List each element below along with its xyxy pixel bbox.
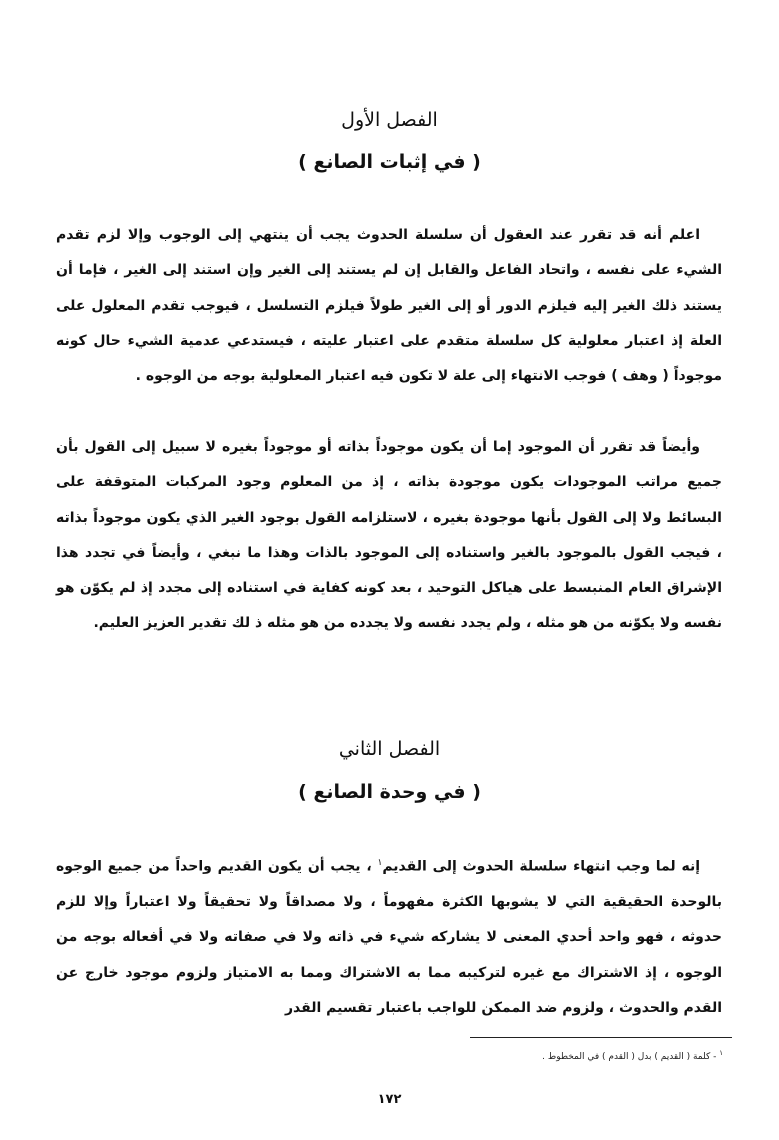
footnote-text: - كلمة ( القديم ) بدل ( القدم ) في المخطوط . (542, 1052, 720, 1062)
chapter-2-subtitle: ( في وحدة الصانع ) (298, 781, 481, 803)
chapter-1-paragraph-2 (56, 430, 722, 642)
chapter-2-paragraph-1-text-a: إنه لما وجب انتهاء سلسلة الحدوث إلى القديم (382, 858, 700, 875)
chapter-2-paragraph-1-text-b: ، يجب أن يكون القديم واحداً من جميع الوجوه بالوحدة الحقيقية التي لا يشوبها الكثرة مفهوماً ، ولا مصداقاً ولا تحقيقاً ولا اعتباراً وإلا للزم حدوثه ، فهو واحد أحدي المعنى لا يشاركه شيء في ذاته ولا في صفاته ولا في أفعاله بوجه من الوجوه ، إذ الاشتراك مع غيره لتركيبه مما به الاشتراك ومما به الامتياز ولزوم موجود خارج عن القدم والحدوث ، ولزوم ضد الممكن للواجب باعتبار تقسيم القدر (56, 858, 722, 1016)
footnote-reference-mark: ١ (377, 858, 383, 868)
chapter-1-paragraph-1 (56, 218, 722, 394)
chapter-2-paragraph-1 (56, 846, 722, 1026)
footnote (542, 1049, 723, 1062)
page-number: ١٧٢ (377, 1092, 402, 1107)
chapter-1-paragraph-1-text: اعلم أنه قد تقرر عند العقول أن سلسلة الحدوث يجب أن ينتهي إلى الوجوب وإلا لزم تقدم الشيء على نفسه ، واتحاد الفاعل والقابل إن لم يستند إلى الغير وإن استند إلى الغير ، فإما أن يستند ذلك الغير إليه فيلزم الدور أو إلى الغير طولاً فيلزم التسلسل ، فيوجب تقدم المعلول على العلة إذ اعتبار معلولية كل سلسلة متقدم على اعتبار عليته ، فيستدعي عدمية الشيء حال كونه موجوداً ( وهف ) فوجب الانتهاء إلى علة لا تكون فيه اعتبار المعلولية بوجه من الوجوه . (56, 227, 722, 385)
chapter-1-subtitle: ( في إثبات الصانع ) (298, 151, 481, 173)
footnote-mark: ١ (719, 1049, 723, 1057)
footnote-divider (470, 1037, 732, 1038)
chapter-1-title: الفصل الأول (341, 109, 438, 131)
chapter-1-paragraph-2-text: وأيضاً قد تقرر أن الموجود إما أن يكون موجوداً بذاته أو موجوداً بغيره لا سبيل إلى القول بأن جميع مراتب الموجودات يكون موجودة بذاته ، إذ من المعلوم وجود المركبات المتوقفة على البسائط ولا إلى القول بأنها موجودة بغيره ، لاستلزامه القول بوجود الغير الذي يكون موجوداً بذاته ، فيجب القول بالموجود بالغير واستناده إلى الموجود بالذات وهذا ما نبغي ، وأيضاً في تجدد هذا الإشراق العام المنبسط على هياكل التوحيد ، بعد كونه كفاية في استناده إلى مجدد إذ لم يكوّن هو نفسه ولا يكوّنه من هو مثله ، ولم يجدد نفسه ولا يجدده من هو مثله ذ لك تقدير العزيز العليم. (56, 439, 722, 632)
chapter-2-title: الفصل الثاني (338, 738, 441, 760)
